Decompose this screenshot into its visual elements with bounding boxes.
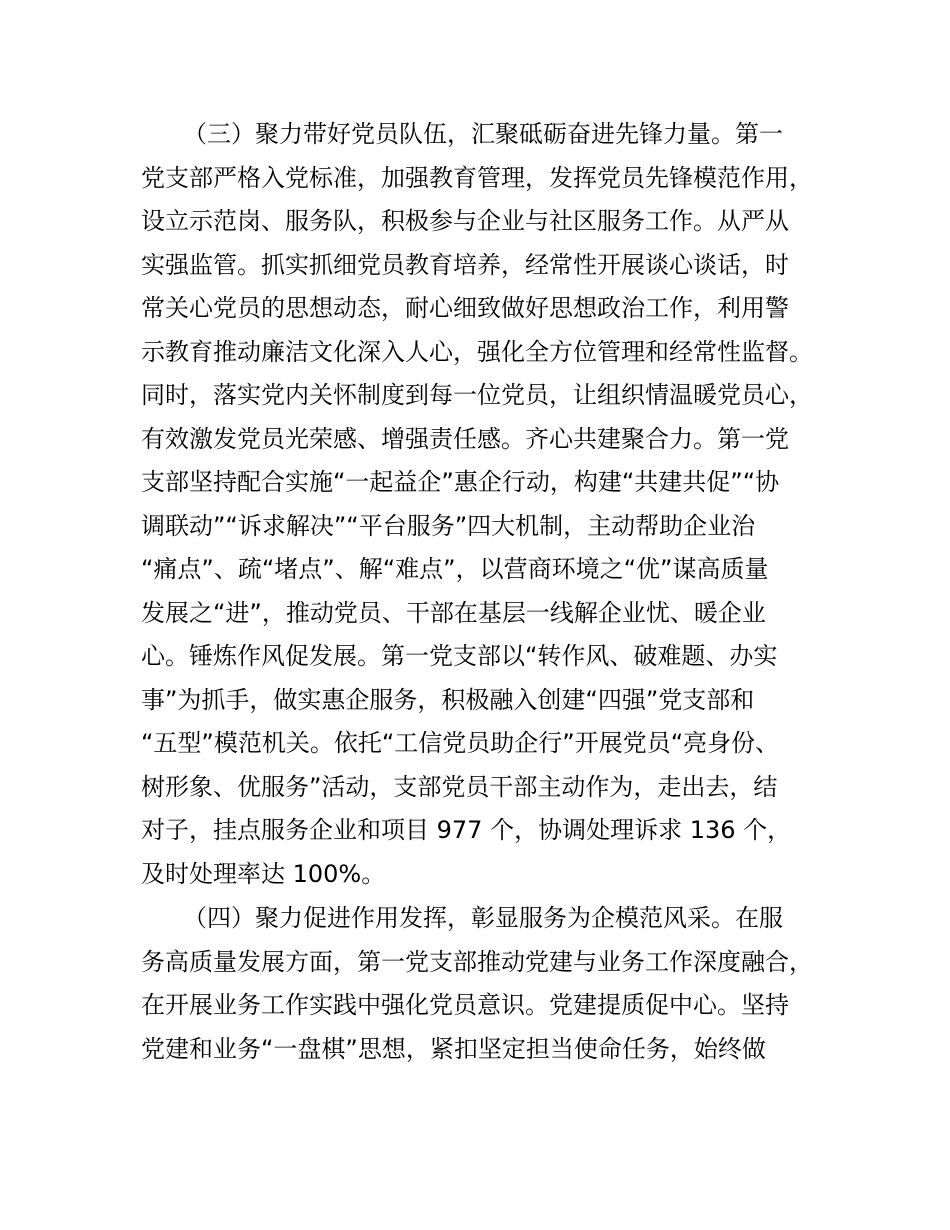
paragraph-line: 在开展业务工作实践中强化党员意识。党建提质促中心。坚持 xyxy=(141,991,789,1019)
paragraph-line: 心。锤炼作风促发展。第一党支部以“转作风、破难题、办实 xyxy=(141,642,778,670)
paragraph-line: （三）聚力带好党员队伍，汇聚砥砺奋进先锋力量。第一 xyxy=(183,120,783,148)
paragraph-line: 常关心党员的思想动态，耐心细致做好思想政治工作，利用警 xyxy=(141,294,789,322)
paragraph-line: 务高质量发展方面，第一党支部推动党建与业务工作深度融合， xyxy=(141,947,813,976)
paragraph-line: “痛点”、疏“堵点”、解“难点”，以营商环境之“优”谋高质量 xyxy=(141,555,769,583)
paragraph-line: 党支部严格入党标准，加强教育管理，发挥党员先锋模范作用， xyxy=(141,163,813,192)
paragraph-line: 事”为抓手，做实惠企服务，积极融入创建“四强”党支部和 xyxy=(141,685,755,714)
paragraph-line: 设立示范岗、服务队，积极参与企业与社区服务工作。从严从 xyxy=(141,207,789,235)
paragraph-line: 实强监管。抓实抓细党员教育培养，经常性开展谈心谈话，时 xyxy=(141,250,789,279)
paragraph xyxy=(141,113,841,896)
paragraph-line: 树形象、优服务”活动，支部党员干部主动作为，走出去，结 xyxy=(141,772,778,801)
paragraph-line: 同时，落实党内关怀制度到每一位党员，让组织情温暖党员心， xyxy=(141,381,813,409)
paragraph-line: （四）聚力促进作用发挥，彰显服务为企模范风采。在服 xyxy=(183,904,783,932)
paragraph-line: 发展之“进”，推动党员、干部在基层一线解企业忧、暖企业 xyxy=(141,598,766,627)
paragraph-line: 对子，挂点服务企业和项目 977 个，协调处理诉求 136 个， xyxy=(141,816,792,844)
paragraph-line: 党建和业务“一盘棋”思想，紧扣坚定担当使命任务，始终做 xyxy=(141,1034,766,1063)
paragraph-line: 支部坚持配合实施“一起益企”惠企行动，构建“共建共促”“协 xyxy=(141,468,780,496)
document-body xyxy=(141,113,841,1071)
paragraph-line: 调联动”“诉求解决”“平台服务”四大机制，主动帮助企业治 xyxy=(141,511,756,540)
paragraph xyxy=(141,897,841,1071)
paragraph-line: 及时处理率达 100%。 xyxy=(141,859,386,888)
paragraph-line: “五型”模范机关。依托“工信党员助企行”开展党员“亮身份、 xyxy=(141,729,780,757)
paragraph-line: 有效激发党员光荣感、增强责任感。齐心共建聚合力。第一党 xyxy=(141,424,789,453)
paragraph-line: 示教育推动廉洁文化深入人心，强化全方位管理和经常性监督。 xyxy=(141,337,813,366)
